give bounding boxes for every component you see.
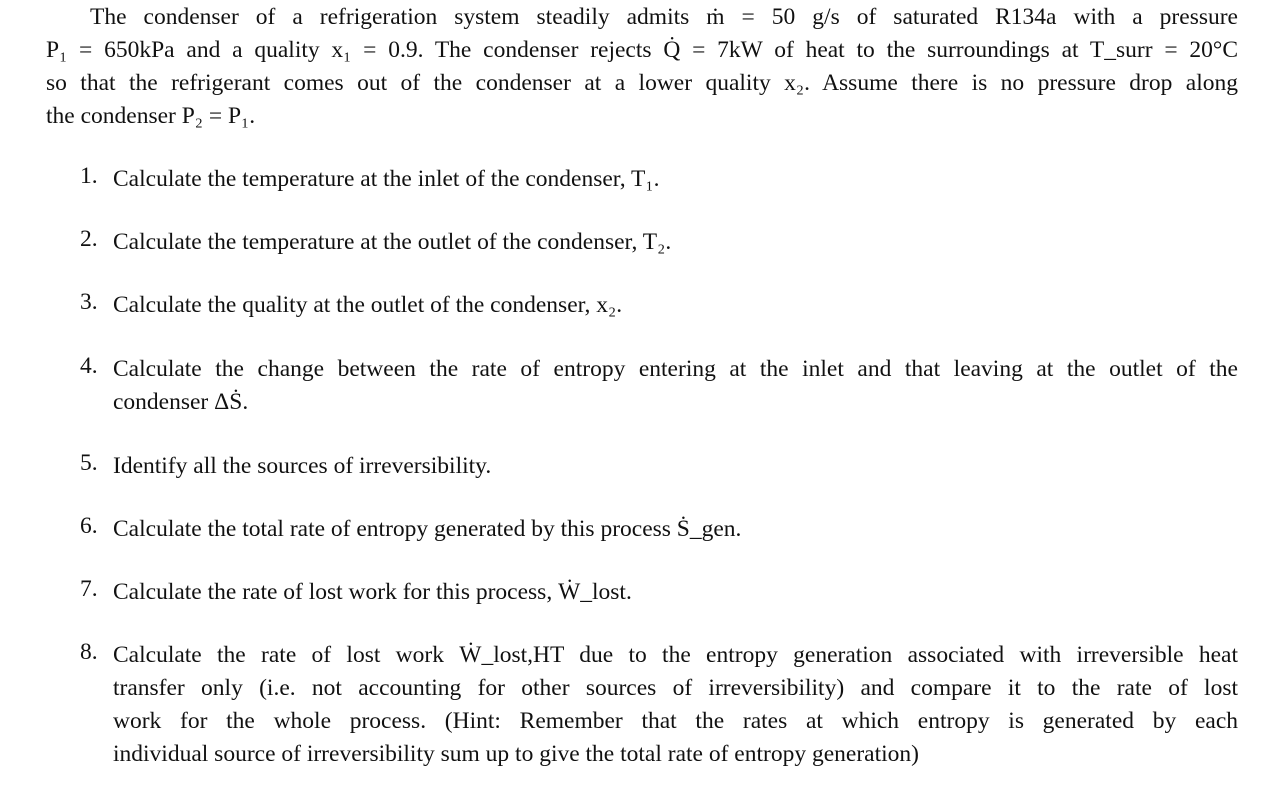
- question-text: [113, 163, 1238, 196]
- intro-line-2: P₁ = 650kPa and a quality x₁ = 0.9. The condenser rejects Q̇ = 7kW of heat to the surroundings at T_surr = 20°C: [46, 37, 1238, 63]
- question-line: Calculate the change between the rate of entropy entering at the inlet and that leaving at the outlet of the: [113, 356, 1238, 382]
- question-line: Calculate the rate of lost work for this process, Ẇ_lost.: [113, 579, 632, 605]
- question-line: condenser ΔṠ.: [113, 389, 249, 415]
- question-line: Calculate the total rate of entropy generated by this process Ṡ_gen.: [113, 516, 742, 542]
- question-number: 5.: [80, 450, 98, 476]
- question-number: 8.: [80, 639, 98, 665]
- question-line: individual source of irreversibility sum up to give the total rate of entropy generation): [113, 741, 919, 767]
- question-line: Identify all the sources of irreversibility.: [113, 453, 492, 479]
- question-line: transfer only (i.e. not accounting for other sources of irreversibility) and compare it to the rate of lost: [113, 675, 1238, 701]
- question-number: 3.: [80, 289, 98, 315]
- intro-line-1: The condenser of a refrigeration system steadily admits ṁ = 50 g/s of saturated R134a with a pressure: [90, 4, 1238, 30]
- question-text: [113, 576, 1238, 609]
- question-text: [113, 513, 1238, 546]
- question-text: [113, 226, 1238, 259]
- question-text: [113, 450, 1238, 483]
- question-number: 2.: [80, 226, 98, 252]
- question-number: 4.: [80, 353, 98, 379]
- question-number: 6.: [80, 513, 98, 539]
- question-line: Calculate the rate of lost work Ẇ_lost,HT due to the entropy generation associated with irreversible heat: [113, 642, 1238, 668]
- question-line: Calculate the quality at the outlet of the condenser, x₂.: [113, 292, 623, 318]
- question-line: Calculate the temperature at the inlet of the condenser, T₁.: [113, 166, 660, 192]
- question-line: Calculate the temperature at the outlet of the condenser, T₂.: [113, 229, 672, 255]
- question-line: work for the whole process. (Hint: Remember that the rates at which entropy is generated by each: [113, 708, 1238, 734]
- question-text: [113, 289, 1238, 322]
- intro-line-3: so that the refrigerant comes out of the condenser at a lower quality x₂. Assume there is no pressure drop along: [46, 70, 1238, 96]
- question-text: [113, 639, 1238, 771]
- question-text: [113, 353, 1238, 419]
- problem-statement: [46, 0, 1238, 133]
- question-number: 7.: [80, 576, 98, 602]
- intro-line-4: the condenser P₂ = P₁.: [46, 103, 256, 129]
- question-number: 1.: [80, 163, 98, 189]
